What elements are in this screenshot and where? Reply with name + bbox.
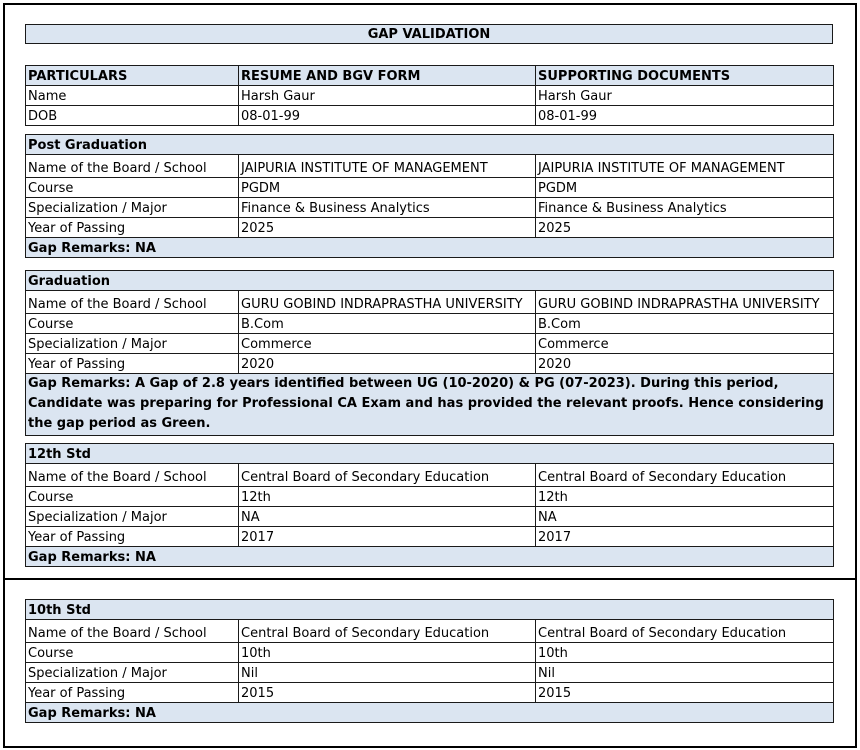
section-title: 12th Std: [26, 444, 834, 464]
resume-value: Nil: [239, 663, 536, 683]
section-heading-row: [26, 444, 834, 464]
table-row: [26, 354, 834, 374]
identity-table: [25, 65, 834, 126]
page-title: GAP VALIDATION: [25, 24, 833, 44]
table-row: [26, 487, 834, 507]
document-value: 2025: [536, 218, 834, 238]
row-label: Name of the Board / School: [26, 464, 239, 487]
document-value: 2015: [536, 683, 834, 703]
row-label: Course: [26, 487, 239, 507]
resume-value: GURU GOBIND INDRAPRASTHA UNIVERSITY: [239, 291, 536, 314]
section-title: Graduation: [26, 271, 834, 291]
table-row: [26, 155, 834, 178]
resume-value: 2020: [239, 354, 536, 374]
row-label: Course: [26, 314, 239, 334]
resume-value: Central Board of Secondary Education: [239, 464, 536, 487]
resume-value: JAIPURIA INSTITUTE OF MANAGEMENT: [239, 155, 536, 178]
document-value: Commerce: [536, 334, 834, 354]
resume-value: B.Com: [239, 314, 536, 334]
document-value: Central Board of Secondary Education: [536, 620, 834, 643]
document-value: 2017: [536, 527, 834, 547]
document-value: 08-01-99: [536, 106, 834, 126]
resume-value: 2025: [239, 218, 536, 238]
header-particulars: PARTICULARS: [26, 66, 239, 86]
row-label: Specialization / Major: [26, 663, 239, 683]
row-label: Year of Passing: [26, 218, 239, 238]
header-row: [26, 66, 834, 86]
table-row: [26, 643, 834, 663]
resume-value: Harsh Gaur: [239, 86, 536, 106]
gap-remarks-row: [26, 547, 834, 567]
row-label: Specialization / Major: [26, 334, 239, 354]
table-row: [26, 178, 834, 198]
resume-value: Finance & Business Analytics: [239, 198, 536, 218]
table-row: [26, 314, 834, 334]
row-label: Specialization / Major: [26, 507, 239, 527]
document-value: Central Board of Secondary Education: [536, 464, 834, 487]
header-documents: SUPPORTING DOCUMENTS: [536, 66, 834, 86]
table-row: [26, 198, 834, 218]
table-row: [26, 106, 834, 126]
section-heading-row: [26, 600, 834, 620]
resume-value: 12th: [239, 487, 536, 507]
table-row: [26, 683, 834, 703]
row-label: Name of the Board / School: [26, 155, 239, 178]
row-label: Name of the Board / School: [26, 291, 239, 314]
table-row: [26, 334, 834, 354]
row-label: DOB: [26, 106, 239, 126]
post-graduation-table: [25, 134, 834, 258]
table-row: [26, 663, 834, 683]
resume-value: PGDM: [239, 178, 536, 198]
document-value: Nil: [536, 663, 834, 683]
row-label: Year of Passing: [26, 527, 239, 547]
table-row: [26, 507, 834, 527]
tenth-std-table: [25, 599, 834, 723]
gap-remarks: Gap Remarks: NA: [26, 703, 834, 723]
resume-value: Central Board of Secondary Education: [239, 620, 536, 643]
resume-value: 10th: [239, 643, 536, 663]
document-value: Finance & Business Analytics: [536, 198, 834, 218]
document-value: JAIPURIA INSTITUTE OF MANAGEMENT: [536, 155, 834, 178]
document-value: Harsh Gaur: [536, 86, 834, 106]
row-label: Specialization / Major: [26, 198, 239, 218]
document-value: B.Com: [536, 314, 834, 334]
gap-remarks-row: [26, 703, 834, 723]
table-row: [26, 86, 834, 106]
resume-value: 08-01-99: [239, 106, 536, 126]
resume-value: Commerce: [239, 334, 536, 354]
table-row: [26, 291, 834, 314]
table-row: [26, 218, 834, 238]
row-label: Course: [26, 643, 239, 663]
twelfth-std-table: [25, 443, 834, 567]
gap-remarks: Gap Remarks: NA: [26, 547, 834, 567]
resume-value: 2017: [239, 527, 536, 547]
document-value: 2020: [536, 354, 834, 374]
section-heading-row: [26, 271, 834, 291]
section-title: 10th Std: [26, 600, 834, 620]
row-label: Name of the Board / School: [26, 620, 239, 643]
graduation-table: [25, 270, 834, 436]
row-label: Course: [26, 178, 239, 198]
resume-value: 2015: [239, 683, 536, 703]
document-value: 10th: [536, 643, 834, 663]
gap-remarks: Gap Remarks: A Gap of 2.8 years identified between UG (10-2020) & PG (07-2023). During this period, Candidate was preparing for Professional CA Exam and has provided the relevant proofs. Hence considering the gap period as Green.: [26, 374, 834, 436]
document-value: PGDM: [536, 178, 834, 198]
gap-remarks-row: [26, 238, 834, 258]
gap-remarks: Gap Remarks: NA: [26, 238, 834, 258]
table-row: [26, 464, 834, 487]
section-heading-row: [26, 135, 834, 155]
table-row: [26, 620, 834, 643]
document-value: NA: [536, 507, 834, 527]
resume-value: NA: [239, 507, 536, 527]
row-label: Name: [26, 86, 239, 106]
gap-remarks-row: [26, 374, 834, 436]
document-value: GURU GOBIND INDRAPRASTHA UNIVERSITY: [536, 291, 834, 314]
row-label: Year of Passing: [26, 683, 239, 703]
document-value: 12th: [536, 487, 834, 507]
row-label: Year of Passing: [26, 354, 239, 374]
section-title: Post Graduation: [26, 135, 834, 155]
header-resume: RESUME AND BGV FORM: [239, 66, 536, 86]
table-row: [26, 527, 834, 547]
